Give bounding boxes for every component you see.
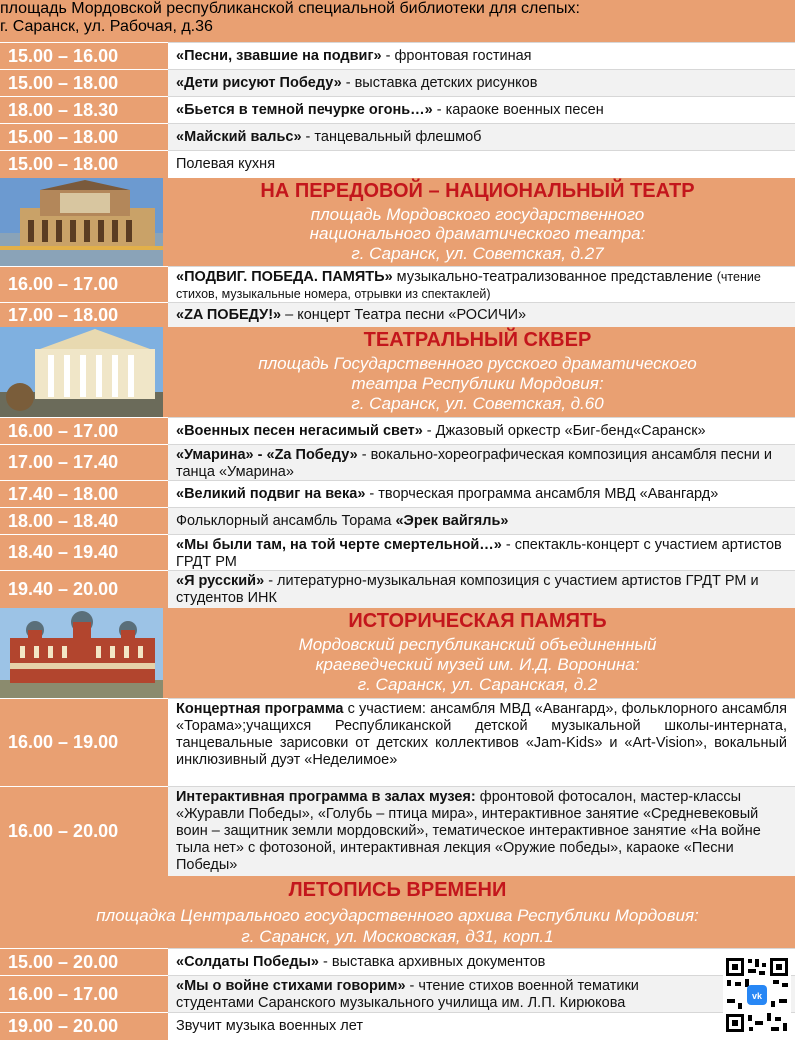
event-title: «Дети рисуют Победу» xyxy=(176,74,342,91)
header-library-line2: г. Саранск, ул. Рабочая, д.36 xyxy=(0,18,213,35)
schedule-row xyxy=(0,1012,795,1040)
event-details: Полевая кухня xyxy=(176,156,276,172)
schedule-row xyxy=(0,444,795,480)
row-time: 17.00 – 17.40 xyxy=(0,444,168,480)
event-details: – концерт Театра песни «РОСИЧИ» xyxy=(281,306,527,323)
schedule-row xyxy=(0,480,795,507)
row-time: 18.40 – 19.40 xyxy=(0,534,168,570)
row-time: 19.40 – 20.00 xyxy=(0,570,168,608)
event-title: «Умарина» - «Za Победу» xyxy=(176,447,358,463)
event-details: - караоке военных песен xyxy=(432,101,604,118)
event-details: - литературно-музыкальная композиция с участием артистов ГРДТ РМ и студентов ИНК xyxy=(176,573,759,606)
schedule-row xyxy=(0,570,795,608)
row-description xyxy=(168,123,795,150)
schedule-row xyxy=(0,948,795,975)
schedule-row xyxy=(0,786,795,876)
event-details: - выставка архивных документов xyxy=(318,953,546,970)
theatre-building-photo xyxy=(0,178,163,266)
event-title: «Военных песен негасимый свет» xyxy=(176,422,423,439)
event-details: - выставка детских рисунков xyxy=(341,74,538,91)
theatre-square-photo xyxy=(0,327,163,417)
event-title: «ZA ПОБЕДУ!» xyxy=(176,306,282,323)
event-title: «Великий подвиг на века» xyxy=(176,485,366,502)
event-title: «Песни, звавшие на подвиг» xyxy=(176,47,382,64)
event-details: - вокально-хореографическая композиция ансамбля песни и танца «Умарина» xyxy=(176,447,773,480)
event-details: фронтовой фотосалон, мастер-классы «Журавли Победы», «Голубь – птица мира», интерактивное занятие «Средневековый воин – защитник земли мордовский», тематическое интерактивное занятие «На войне тыла нет» с фотозоной, интерактивная лекция «Оружие победы», караоке «Песни Победы» xyxy=(176,789,761,873)
section-subtitle-line2: театра Республики Мордовия: xyxy=(351,374,604,393)
section-subtitle-line2: краеведческий музей им. И.Д. Воронина: xyxy=(315,655,640,674)
section-header-chronicle xyxy=(0,876,795,948)
event-details: с участием: ансамбля МВД «Авангард», фольклорного ансамбля «Торама»;учащихся Республиканской детской музыкальной школы-интерната, танцевальные зарисовки от детских коллективов «Jam-Kids» и «Art-Vision», вокальный инклюзивный дуэт «Неделимое» xyxy=(176,701,787,768)
section-header-national-theatre xyxy=(0,178,795,266)
row-description xyxy=(168,69,795,96)
event-title: «ПОДВИГ. ПОБЕДА. ПАМЯТЬ» xyxy=(176,269,393,285)
schedule-row xyxy=(0,123,795,150)
row-description xyxy=(168,507,795,534)
row-description xyxy=(168,975,795,1012)
event-details: Звучит музыка военных лет xyxy=(176,1018,363,1034)
row-time: 16.00 – 17.00 xyxy=(0,975,168,1012)
section-address: г. Саранск, ул. Советская, д.60 xyxy=(351,394,604,413)
section-subtitle-line2: национального драматического театра: xyxy=(309,224,646,243)
schedule-row xyxy=(0,69,795,96)
section-subtitle-line1: Мордовский республиканский объединенный xyxy=(298,635,657,654)
schedule-row xyxy=(0,975,795,1012)
svg-text:vk: vk xyxy=(751,991,763,1001)
schedule-row xyxy=(0,302,795,327)
row-description xyxy=(168,302,795,327)
event-title: «Эрек вайгяль» xyxy=(395,512,509,529)
row-description xyxy=(168,570,795,608)
schedule-row xyxy=(0,417,795,444)
schedule-row xyxy=(0,96,795,123)
row-description xyxy=(168,417,795,444)
schedule-row xyxy=(0,507,795,534)
row-time: 15.00 – 18.00 xyxy=(0,150,168,178)
row-description xyxy=(168,948,795,975)
event-title: «Солдаты Победы» xyxy=(176,953,319,970)
header-library xyxy=(0,0,795,42)
row-time: 15.00 – 20.00 xyxy=(0,948,168,975)
row-time: 16.00 – 17.00 xyxy=(0,417,168,444)
section-header-theatre-square xyxy=(0,327,795,417)
schedule-row xyxy=(0,42,795,69)
event-details: Фольклорный ансамбль Торама xyxy=(176,512,396,529)
event-notes: (чтение стихов, музыкальные номера, отрывки из спектаклей) xyxy=(176,270,761,301)
section-title: НА ПЕРЕДОВОЙ – НАЦИОНАЛЬНЫЙ ТЕАТР xyxy=(260,180,695,202)
event-details: музыкально-театрализованное представление xyxy=(392,269,717,285)
row-time: 17.00 – 18.00 xyxy=(0,302,168,327)
row-time: 15.00 – 16.00 xyxy=(0,42,168,69)
event-title: Интерактивная программа в залах музея: xyxy=(176,789,476,805)
event-details: - чтение стихов военной тематики студентами Саранского музыкального училища им. Л.П. Кирюкова xyxy=(176,978,639,1011)
row-time: 16.00 – 20.00 xyxy=(0,786,168,876)
schedule-row xyxy=(0,150,795,178)
section-subtitle-line1: площадь Мордовского государственного xyxy=(310,205,645,224)
row-description xyxy=(168,96,795,123)
schedule-row xyxy=(0,266,795,302)
row-description xyxy=(168,480,795,507)
row-time: 19.00 – 20.00 xyxy=(0,1012,168,1040)
museum-building-photo xyxy=(0,608,163,698)
row-description xyxy=(168,698,795,786)
event-title: «Мы были там, на той черте смертельной…» xyxy=(176,537,502,553)
event-details: - фронтовая гостиная xyxy=(381,47,532,64)
event-title: «Майский вальс» xyxy=(176,128,302,145)
section-title: ТЕАТРАЛЬНЫЙ СКВЕР xyxy=(363,329,592,351)
row-time: 18.00 – 18.30 xyxy=(0,96,168,123)
header-library-line1: площадь Мордовской республиканской специальной библиотеки для слепых: xyxy=(0,0,580,17)
row-description xyxy=(168,534,795,570)
vk-logo-icon xyxy=(747,985,767,1005)
row-time: 15.00 – 18.00 xyxy=(0,69,168,96)
event-title: «Бьется в темной печурке огонь…» xyxy=(176,101,433,118)
schedule-row xyxy=(0,534,795,570)
section-address: г. Саранск, ул. Саранская, д.2 xyxy=(357,675,598,694)
section-title: ИСТОРИЧЕСКАЯ ПАМЯТЬ xyxy=(348,610,607,632)
section-subtitle-line1: площадка Центрального государственного архива Республики Мордовия: xyxy=(96,906,699,925)
row-description xyxy=(168,266,795,302)
event-details: - танцевальный флешмоб xyxy=(301,128,482,145)
schedule-row xyxy=(0,698,795,786)
row-time: 16.00 – 17.00 xyxy=(0,266,168,302)
section-address: г. Саранск, ул. Московская, д31, корп.1 xyxy=(241,927,554,946)
qr-code-icon[interactable] xyxy=(723,955,791,1035)
row-time: 16.00 – 19.00 xyxy=(0,698,168,786)
event-details: - спектакль-концерт с участием артистов ГРДТ РМ xyxy=(176,537,782,570)
row-description xyxy=(168,786,795,876)
row-description xyxy=(168,444,795,480)
section-header-historical-memory xyxy=(0,608,795,698)
row-time: 15.00 – 18.00 xyxy=(0,123,168,150)
section-title: ЛЕТОПИСЬ ВРЕМЕНИ xyxy=(288,879,507,901)
row-description xyxy=(168,150,795,178)
row-description xyxy=(168,1012,795,1040)
section-address: г. Саранск, ул. Советская, д.27 xyxy=(351,244,604,263)
event-details: - Джазовый оркестр «Биг-бенд«Саранск» xyxy=(422,422,706,439)
event-title: Концертная программа xyxy=(176,701,344,717)
event-details: - творческая программа ансамбля МВД «Авангард» xyxy=(365,485,719,502)
row-description xyxy=(168,42,795,69)
event-title: «Я русский» xyxy=(176,573,265,589)
event-title: «Мы о войне стихами говорим» xyxy=(176,978,406,994)
row-time: 18.00 – 18.40 xyxy=(0,507,168,534)
section-subtitle-line1: площадь Государственного русского драматического xyxy=(258,354,697,373)
row-time: 17.40 – 18.00 xyxy=(0,480,168,507)
